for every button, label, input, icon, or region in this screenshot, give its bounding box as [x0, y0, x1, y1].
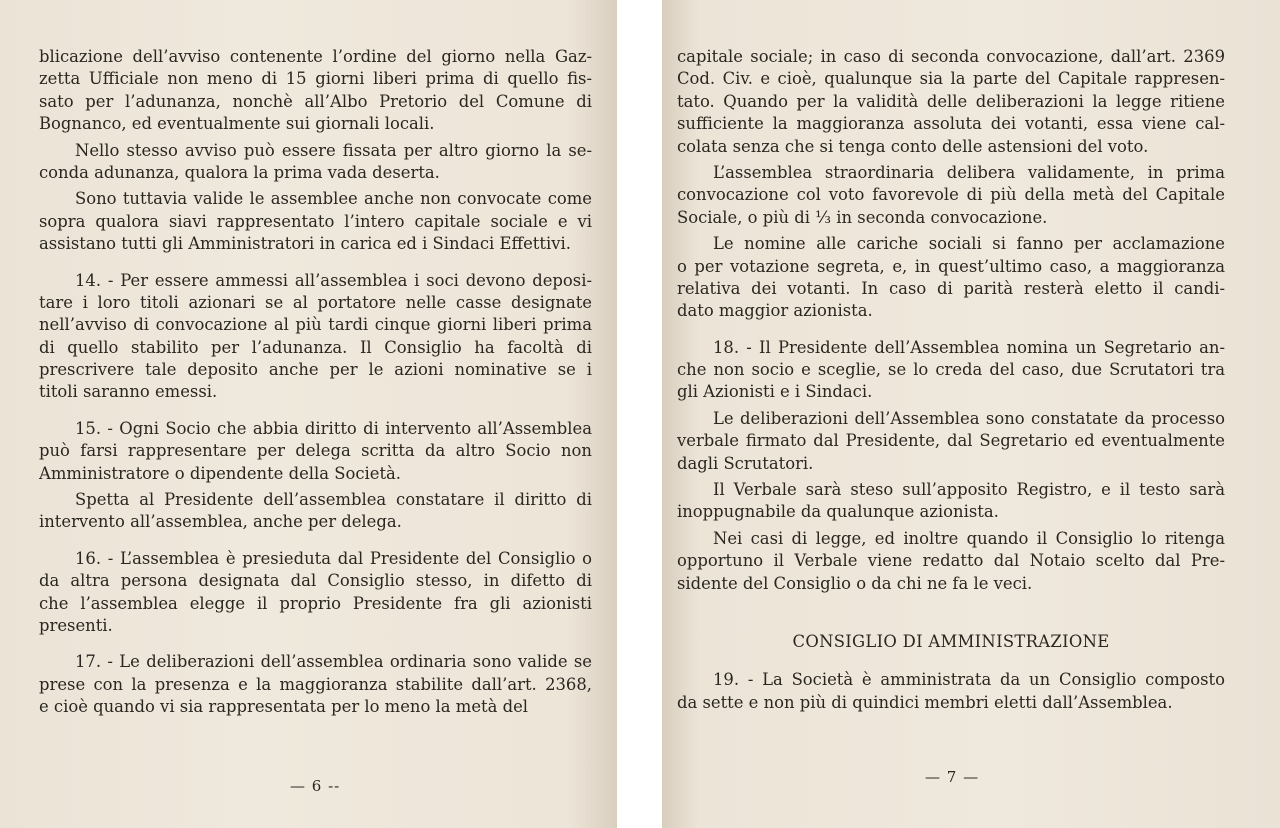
- right-page-number: — 7 —: [925, 768, 980, 786]
- text-line: relativa dei votanti. In caso di parità resterà eletto il candi-: [677, 278, 1225, 298]
- right-page-text: [677, 46, 1225, 714]
- paragraph: [677, 162, 1225, 229]
- text-line: 15. - Ogni Socio che abbia diritto di intervento all’Assemblea: [75, 418, 592, 438]
- text-line: colata senza che si tenga conto delle astensioni del voto.: [677, 136, 1149, 156]
- text-line: Nei casi di legge, ed inoltre quando il Consiglio lo ritenga: [713, 528, 1225, 548]
- text-line: Bognanco, ed eventualmente sui giornali locali.: [39, 114, 435, 134]
- article-paragraph: [39, 418, 592, 485]
- text-line: intervento all’assemblea, anche per delega.: [39, 512, 402, 532]
- text-line: presenti.: [39, 615, 113, 635]
- text-line: Cod. Civ. e cioè, qualunque sia la parte del Capitale rappresen-: [677, 69, 1225, 89]
- text-line: sopra qualora siavi rappresentato l’intero capitale sociale e vi: [39, 211, 592, 231]
- text-line: titoli saranno emessi.: [39, 382, 218, 402]
- text-line: sidente del Consiglio o da chi ne fa le veci.: [677, 573, 1033, 593]
- text-line: inoppugnabile da qualunque azionista.: [677, 502, 999, 522]
- text-line: gli Azionisti e i Sindaci.: [677, 382, 873, 402]
- left-page: [0, 0, 617, 828]
- text-line: Sono tuttavia valide le assemblee anche non convocate come: [75, 189, 592, 209]
- text-line: blicazione dell’avviso contenente l’ordine del giorno nella Gaz-: [39, 47, 592, 66]
- article-paragraph: [677, 337, 1225, 404]
- text-line: Nello stesso avviso può essere fissata per altro giorno la se-: [75, 140, 592, 160]
- article-paragraph: [39, 651, 592, 718]
- paragraph: [677, 479, 1225, 524]
- text-line: Sociale, o più di ⅓ in seconda convocazione.: [677, 207, 1048, 227]
- text-line: e cioè quando vi sia rappresentata per lo meno la metà del: [39, 697, 529, 717]
- paragraph: [39, 46, 592, 136]
- text-line: dato maggior azionista.: [677, 301, 873, 321]
- paragraph: [39, 140, 592, 185]
- text-line: di quello stabilito per l’adunanza. Il Consiglio ha facoltà di: [39, 337, 592, 357]
- text-line: nell’avviso di convocazione al più tardi cinque giorni liberi prima: [39, 315, 592, 335]
- article-paragraph: [677, 669, 1225, 714]
- text-line: L’assemblea straordinaria delibera validamente, in prima: [713, 162, 1225, 182]
- text-line: Le nomine alle cariche sociali si fanno per acclamazione: [713, 234, 1225, 254]
- text-line: verbale firmato dal Presidente, dal Segretario ed eventualmente: [677, 431, 1225, 451]
- paragraph: [677, 233, 1225, 323]
- paragraph: [677, 528, 1225, 595]
- text-line: 18. - Il Presidente dell’Assemblea nomina un Segretario an-: [713, 337, 1225, 357]
- paragraph: [677, 46, 1225, 158]
- text-line: dagli Scrutatori.: [677, 453, 814, 473]
- text-line: da sette e non più di quindici membri eletti dall’Assemblea.: [677, 692, 1173, 712]
- text-line: capitale sociale; in caso di seconda convocazione, dall’art. 2369: [677, 47, 1225, 66]
- text-line: sato per l’adunanza, nonchè all’Albo Pretorio del Comune di: [39, 91, 592, 111]
- text-line: prescrivere tale deposito anche per le azioni nominative se i: [39, 360, 592, 380]
- paragraph: [677, 408, 1225, 475]
- text-line: prese con la presenza e la maggioranza stabilite dall’art. 2368,: [39, 674, 592, 694]
- text-line: o per votazione segreta, e, in quest’ultimo caso, a maggioranza: [677, 256, 1225, 276]
- text-line: Le deliberazioni dell’Assemblea sono constatate da processo: [713, 408, 1225, 428]
- text-line: assistano tutti gli Amministratori in carica ed i Sindaci Effettivi.: [39, 234, 571, 254]
- text-line: che non socio e sceglie, se lo creda del caso, due Scrutatori tra: [677, 360, 1225, 380]
- text-line: tare i loro titoli azionari se al portatore nelle casse designate: [39, 292, 592, 312]
- right-page: [662, 0, 1280, 828]
- text-line: opportuno il Verbale viene redatto dal Notaio scelto dal Pre-: [677, 551, 1225, 571]
- text-line: può farsi rappresentare per delega scritta da altro Socio non: [39, 441, 592, 461]
- text-line: 16. - L’assemblea è presieduta dal Presidente del Consiglio o: [75, 548, 592, 568]
- article-paragraph: [39, 548, 592, 638]
- article-paragraph: [39, 270, 592, 404]
- paragraph: [39, 188, 592, 255]
- text-line: Amministratore o dipendente della Società.: [39, 463, 402, 483]
- text-line: zetta Ufficiale non meno di 15 giorni liberi prima di quello fis-: [39, 69, 592, 89]
- text-line: 19. - La Società è amministrata da un Consiglio composto: [713, 670, 1225, 690]
- text-line: 14. - Per essere ammessi all’assemblea i soci devono deposi-: [75, 270, 592, 290]
- left-page-text: [39, 46, 592, 719]
- section-heading: CONSIGLIO DI AMMINISTRAZIONE: [792, 631, 1110, 651]
- text-line: tato. Quando per la validità delle deliberazioni la legge ritiene: [677, 91, 1225, 111]
- text-line: 17. - Le deliberazioni dell’assemblea ordinaria sono valide se: [75, 652, 592, 672]
- text-line: Il Verbale sarà steso sull’apposito Registro, e il testo sarà: [713, 480, 1225, 500]
- text-line: Spetta al Presidente dell’assemblea constatare il diritto di: [75, 490, 592, 510]
- text-line: da altra persona designata dal Consiglio stesso, in difetto di: [39, 571, 592, 591]
- text-line: sufficiente la maggioranza assoluta dei votanti, essa viene cal-: [677, 114, 1225, 134]
- text-line: che l’assemblea elegge il proprio Presidente fra gli azionisti: [39, 593, 592, 613]
- left-page-number: — 6 --: [290, 777, 341, 795]
- paragraph: [39, 489, 592, 534]
- text-line: convocazione col voto favorevole di più della metà del Capitale: [677, 185, 1225, 205]
- text-line: conda adunanza, qualora la prima vada deserta.: [39, 162, 440, 182]
